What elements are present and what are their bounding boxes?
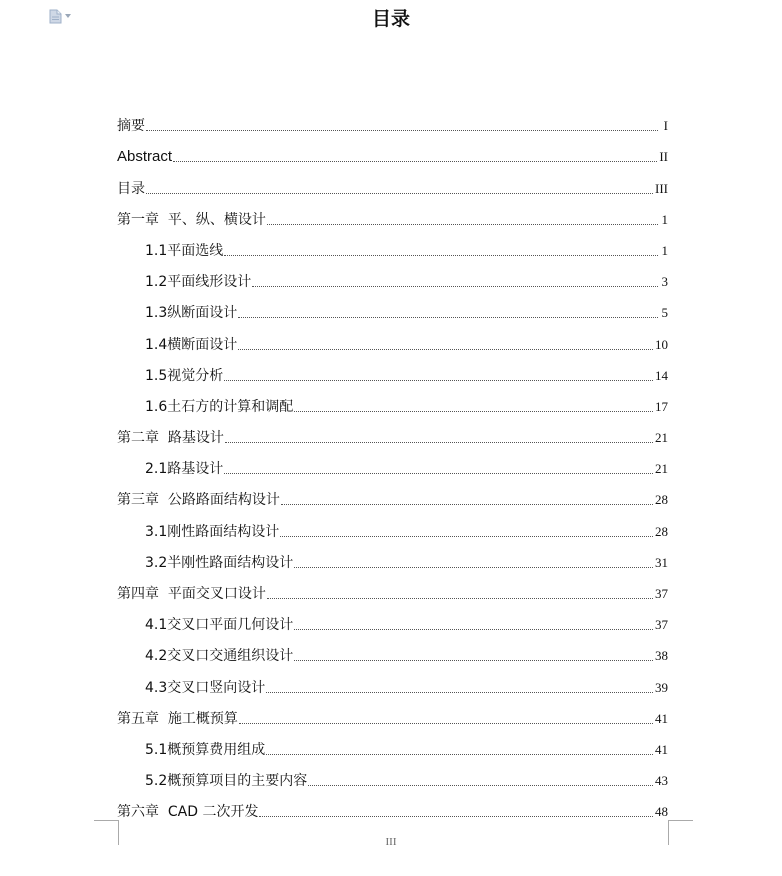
toc-leader-dots [267,223,658,225]
toc-entry[interactable] [117,105,668,136]
toc-entry-page: III [655,180,668,196]
toc-entry-title: 5.2概预算项目的主要内容 [145,773,308,790]
toc-entry-page: 38 [655,648,668,664]
toc-entry-page: 1 [661,242,668,258]
footer-page-number: III [385,836,397,848]
toc-entry[interactable] [117,417,668,448]
toc-entry[interactable] [117,542,668,573]
toc-leader-dots [294,628,653,630]
toc-entry-title: 第一章 平、纵、横设计 [117,211,266,228]
toc-entry-title: 1.4横断面设计 [145,336,238,353]
toc-leader-dots [173,160,657,162]
toc-entry-page: 31 [655,554,668,570]
toc-entry-page: 21 [655,461,668,477]
toc-entry[interactable] [117,635,668,666]
toc-entry-title: 第五章 施工概预算 [117,710,238,727]
toc-entry-page: 10 [655,336,668,352]
toc-entry-page: 43 [655,773,668,789]
toc-leader-dots [308,784,653,786]
toc-leader-dots [224,254,658,256]
toc-leader-dots [259,815,653,817]
toc-entry-title: 摘要 [117,118,145,135]
toc-leader-dots [224,379,653,381]
toc-leader-dots [266,753,653,755]
toc-entry[interactable] [117,355,668,386]
toc-entry-title: 1.5视觉分析 [145,367,224,384]
toc-entry-page: 5 [661,305,668,321]
toc-leader-dots [281,503,653,505]
toc-entry[interactable] [117,199,668,230]
toc-entry-page: 37 [655,586,668,601]
toc-leader-dots [280,535,653,537]
toc-entry-title: 1.1平面选线 [145,242,224,259]
toc-entry-title: 4.3交叉口竖向设计 [145,679,266,696]
toc-entry-title: 3.1刚性路面结构设计 [145,523,280,540]
toc-entry-title: 第二章 路基设计 [117,430,224,447]
toc-leader-dots [294,410,653,412]
toc-entry-title: 第六章 CAD 二次开发 [117,804,259,821]
toc-entry-title: 目录 [117,180,145,197]
toc-entry[interactable] [117,573,668,604]
toc-entry[interactable] [117,261,668,292]
toc-leader-dots [252,285,658,287]
page-title: 目录 [371,8,410,30]
toc-entry-page: 28 [655,492,668,508]
toc-entry[interactable] [117,386,668,417]
table-of-contents [117,105,668,822]
toc-entry-page: 37 [655,617,668,633]
toc-entry[interactable] [117,167,668,198]
toc-leader-dots [225,441,653,443]
toc-entry[interactable] [117,292,668,323]
toc-entry[interactable] [117,230,668,261]
toc-leader-dots [238,348,653,350]
toc-entry-page: 17 [655,398,668,414]
toc-entry-title: 第四章 平面交叉口设计 [117,586,266,602]
toc-entry[interactable] [117,729,668,760]
toc-leader-dots [224,472,653,474]
toc-entry-page: I [663,118,668,134]
toc-entry-page: 41 [655,741,668,757]
toc-entry-page: 21 [655,430,668,446]
toc-entry-title: 4.2交叉口交通组织设计 [145,648,294,665]
toc-entry-page: II [659,149,668,165]
toc-leader-dots [238,316,658,318]
toc-entry-title: 1.2平面线形设计 [145,274,252,291]
toc-entry-title: 1.3纵断面设计 [145,305,238,322]
toc-entry[interactable] [117,791,668,822]
toc-entry[interactable] [117,479,668,510]
toc-entry[interactable] [117,510,668,541]
toc-entry[interactable] [117,698,668,729]
toc-leader-dots [294,566,653,568]
toc-entry-title: 3.2半刚性路面结构设计 [145,554,294,571]
toc-entry[interactable] [117,323,668,354]
toc-entry-page: 48 [655,804,668,820]
toc-entry[interactable] [117,760,668,791]
toc-entry-page: 1 [661,211,668,227]
toc-entry-title: 5.1概预算费用组成 [145,741,266,758]
toc-entry-page: 39 [655,679,668,695]
toc-leader-dots [146,129,658,131]
toc-entry-page: 41 [655,710,668,726]
toc-entry[interactable] [117,136,668,167]
toc-entry[interactable] [117,666,668,697]
toc-entry-title: 1.6土石方的计算和调配 [145,398,294,415]
toc-leader-dots [267,597,653,599]
toc-entry-title: 2.1路基设计 [145,461,224,478]
toc-leader-dots [146,192,653,194]
toc-entry-title: 第三章 公路路面结构设计 [117,492,280,509]
toc-entry-page: 28 [655,523,668,539]
toc-entry-page: 14 [655,367,668,383]
toc-entry[interactable] [117,448,668,479]
toc-leader-dots [294,659,653,661]
toc-leader-dots [239,722,653,724]
toc-entry-page: 3 [661,274,668,290]
toc-entry[interactable] [117,604,668,635]
toc-leader-dots [266,691,653,693]
toc-entry-title: 4.1交叉口平面几何设计 [145,617,294,634]
toc-entry-title: Abstract [117,148,173,166]
